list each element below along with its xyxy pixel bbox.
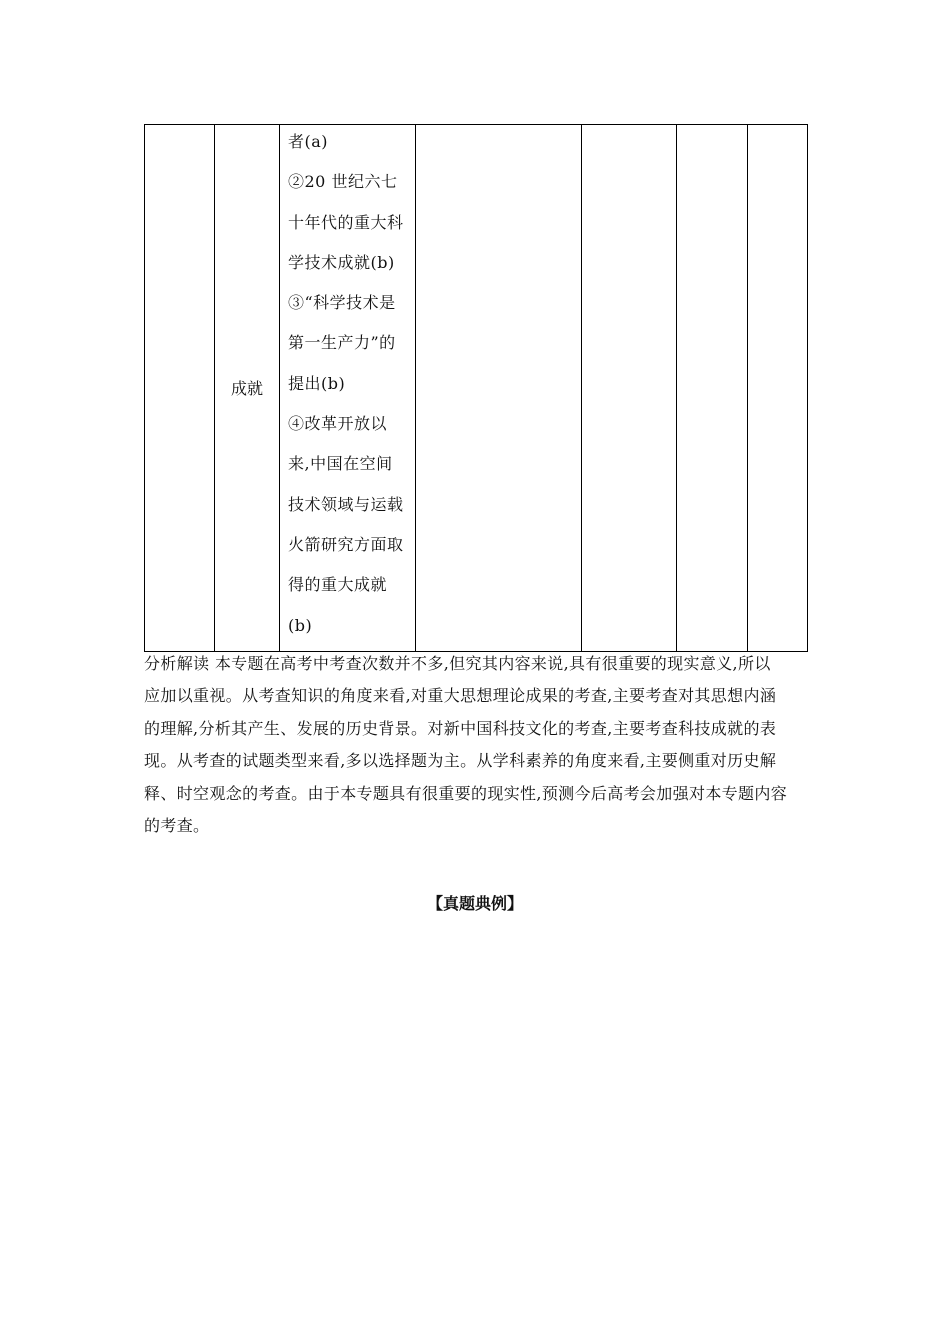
content-line: 学技术成就(b): [288, 252, 395, 272]
content-line: 技术领域与运载: [288, 494, 404, 514]
content-line: 得的重大成就: [288, 575, 388, 595]
content-lines: [280, 125, 415, 651]
content-line: 第一生产力”的: [288, 333, 396, 353]
analysis-line: 释、时空观念的考查。由于本专题具有很重要的现实性,预测今后高考会加强对本专题内容: [144, 783, 788, 803]
analysis-paragraph: [144, 648, 808, 842]
content-line: ②20 世纪六七: [288, 172, 398, 192]
table-row: [145, 125, 808, 652]
content-line: 十年代的重大科: [288, 212, 404, 232]
table-cell-content: [280, 125, 416, 652]
analysis-line: 分析解读 本专题在高考中考查次数并不多,但究其内容来说,具有很重要的现实意义,所以: [144, 654, 771, 673]
category-label: 成就: [230, 379, 263, 399]
table-cell-empty: [145, 125, 215, 652]
table-cell-empty: [677, 125, 748, 652]
content-line: 火箭研究方面取: [288, 534, 404, 554]
analysis-line: 现。从考查的试题类型来看,多以选择题为主。从学科素养的角度来看,主要侧重对历史解: [144, 751, 777, 771]
analysis-line: 应加以重视。从考查知识的角度来看,对重大思想理论成果的考查,主要考查对其思想内涵: [144, 686, 777, 706]
table-cell-empty: [582, 125, 677, 652]
content-line: ③“科学技术是: [288, 293, 396, 313]
knowledge-table: [144, 124, 808, 652]
content-line: ④改革开放以: [288, 414, 388, 434]
table-cell-empty: [748, 125, 808, 652]
content-line: 提出(b): [288, 373, 346, 393]
section-heading: 【真题典例】: [426, 894, 523, 913]
analysis-line: 的考查。: [144, 815, 210, 835]
content-line: (b): [288, 615, 313, 635]
table-cell-category: [215, 125, 280, 652]
table-cell-empty: [416, 125, 582, 652]
content-line: 者(a): [288, 132, 329, 151]
analysis-line: 的理解,分析其产生、发展的历史背景。对新中国科技文化的考查,主要考查科技成就的表: [144, 718, 777, 738]
content-line: 来,中国在空间: [288, 454, 393, 474]
